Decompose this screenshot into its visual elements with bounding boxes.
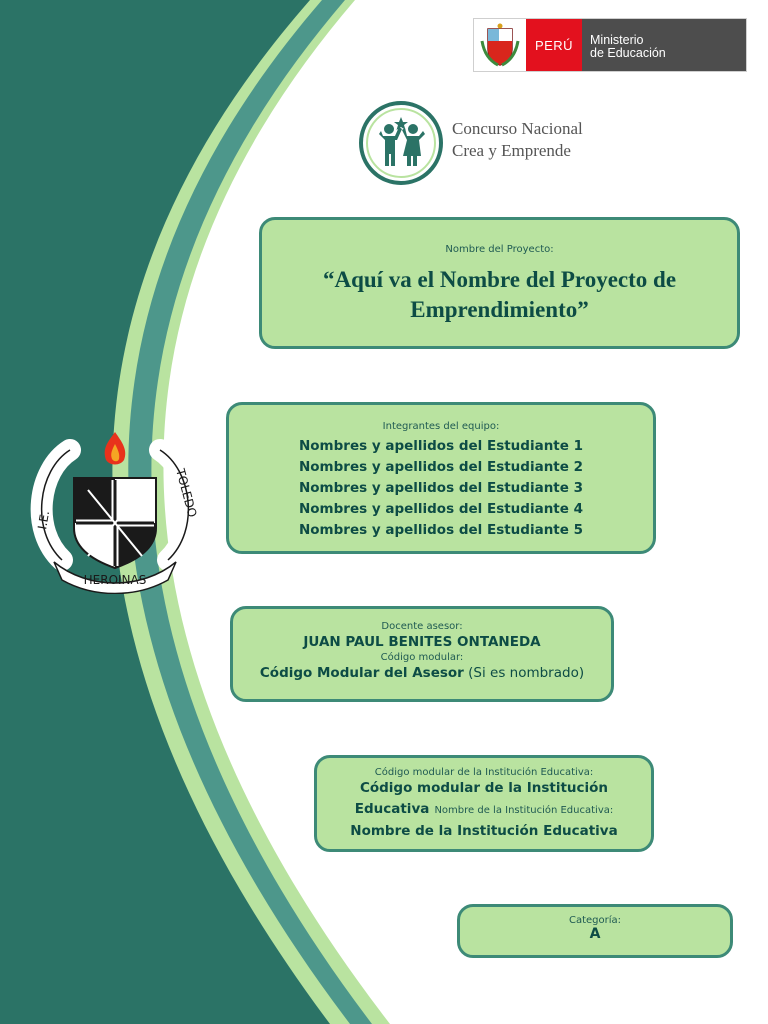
advisor-code-value: Código Modular del Asesor bbox=[259, 665, 464, 681]
contest-title-line-1: Concurso Nacional bbox=[452, 119, 583, 138]
advisor-name: JUAN PAUL BENITES ONTANEDA bbox=[303, 634, 541, 650]
category-value: A bbox=[589, 926, 601, 942]
school-name-value: Nombre de la Institución Educativa bbox=[350, 823, 618, 839]
project-box bbox=[259, 217, 740, 349]
school-code-label: Código modular de la Institución Educativa: bbox=[374, 767, 594, 778]
advisor-code bbox=[233, 663, 611, 683]
ministry-logo bbox=[473, 18, 747, 72]
school-code-value-line-1: Código modular de la Institución bbox=[359, 780, 609, 796]
contest-title bbox=[452, 118, 583, 162]
school-code-row bbox=[317, 798, 651, 821]
team-member: Nombres y apellidos del Estudiante 2 bbox=[298, 459, 584, 475]
team-box bbox=[226, 402, 656, 554]
crest-right-text: TOLEDO bbox=[173, 467, 200, 519]
team-member: Nombres y apellidos del Estudiante 1 bbox=[298, 438, 584, 454]
school-box bbox=[314, 755, 654, 852]
peru-coat-of-arms-icon bbox=[474, 19, 526, 71]
ministry-label bbox=[582, 19, 746, 71]
category-box bbox=[457, 904, 733, 958]
project-label: Nombre del Proyecto: bbox=[445, 244, 554, 255]
advisor-code-label: Código modular: bbox=[380, 652, 464, 663]
country-label: PERÚ bbox=[526, 19, 582, 71]
team-member: Nombres y apellidos del Estudiante 5 bbox=[298, 522, 584, 538]
project-name: “Aquí va el Nombre del Proyecto de Emprendimiento” bbox=[322, 267, 677, 322]
advisor-code-note: (Si es nombrado) bbox=[468, 665, 585, 681]
team-label: Integrantes del equipo: bbox=[382, 421, 500, 432]
school-code-value-line-2: Educativa bbox=[354, 801, 430, 817]
crest-banner-text: HEROINAS bbox=[83, 573, 147, 587]
school-name-label: Nombre de la Institución Educativa: bbox=[434, 805, 614, 816]
contest-title-line-2: Crea y Emprende bbox=[452, 141, 571, 160]
school-crest-icon bbox=[28, 430, 202, 594]
crest-left-text: I.E. bbox=[35, 509, 53, 531]
advisor-box bbox=[230, 606, 614, 702]
two-children-star-icon bbox=[358, 100, 444, 186]
advisor-label: Docente asesor: bbox=[381, 621, 463, 632]
team-member: Nombres y apellidos del Estudiante 3 bbox=[298, 480, 584, 496]
ministry-line-2: de Educación bbox=[590, 46, 666, 60]
category-label: Categoría: bbox=[568, 915, 622, 926]
team-member: Nombres y apellidos del Estudiante 4 bbox=[298, 501, 584, 517]
ministry-line-1: Ministerio bbox=[590, 33, 644, 47]
